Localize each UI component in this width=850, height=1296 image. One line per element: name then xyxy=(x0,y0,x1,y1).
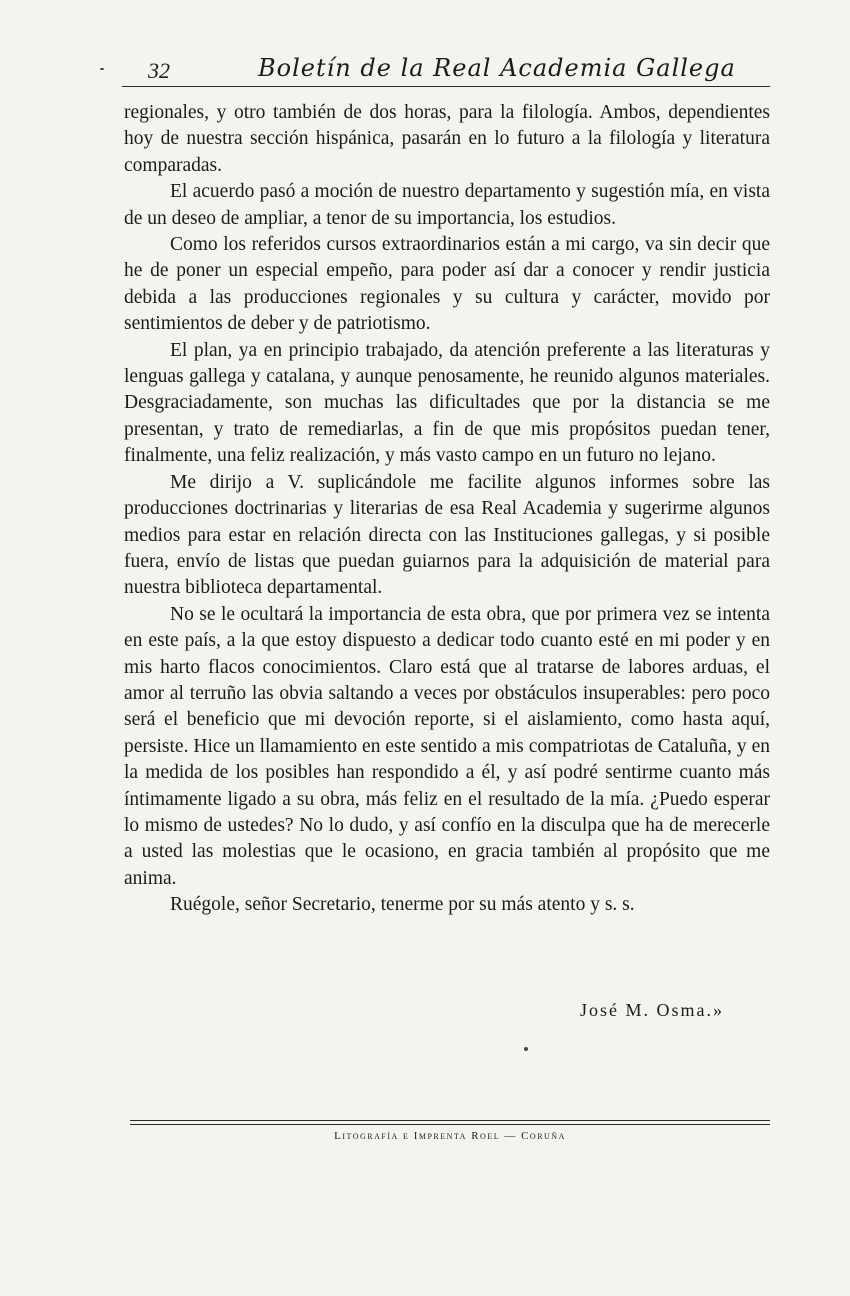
paragraph: regionales, y otro también de dos horas, para la filología. Ambos, dependientes hoy de nuestra sección hispánica, pasarán en lo futuro a la filología y literatura comparadas. xyxy=(124,102,770,176)
paragraph: Me dirijo a V. suplicándole me facilite algunos informes sobre las producciones doctrinarias y literarias de esa Real Academia y sugerirme algunos medios para estar en relación directa con las Instituciones gallegas, y si posible fuera, envío de listas que puedan guiarnos para la adquisición de material para nuestra biblioteca departamental. xyxy=(124,471,770,599)
page-number: 32 xyxy=(148,58,170,83)
footer-rule xyxy=(130,1124,770,1125)
paragraph: Como los referidos cursos extraordinarios están a mi cargo, va sin decir que he de poner un especial empeño, para poder así dar a conocer y rendir justicia debida a las producciones regionales y su cultura y carácter, movido por sentimientos de deber y de patriotismo. xyxy=(124,234,770,335)
letter-body xyxy=(124,100,770,919)
ink-speck xyxy=(100,68,104,70)
running-head: Boletín de la Real Academia Gallega xyxy=(258,54,736,82)
closing-paragraph: Ruégole, señor Secretario, tenerme por su más atento y s. s. xyxy=(170,894,635,916)
paragraph: El acuerdo pasó a moción de nuestro departamento y sugestión mía, en vista de un deseo de ampliar, a tenor de su importancia, los estudios. xyxy=(124,181,770,229)
paragraph: El plan, ya en principio trabajado, da atención preferente a las literaturas y lenguas gallega y catalana, y aunque penosamente, he reunido algunos materiales. Desgraciadamente, son muchas las dificultades que por la distancia se me presentan, y trato de remediarlas, a fin de que mis propósitos puedan tener, finalmente, una feliz realización, y más vasto campo en un futuro no lejano. xyxy=(124,339,770,467)
paragraph: No se le ocultará la importancia de esta obra, que por primera vez se intenta en este país, a la que estoy dispuesto a dedicar todo cuanto esté en mi poder y en mis harto flacos conocimientos. Claro está que al tratarse de labores arduas, el amor al terruño las obvia saltando a veces por obstáculos insuperables: pero poco será el beneficio que mi devoción reporte, si el aislamiento, como hasta aquí, persiste. Hice un llamamiento en este sentido a mis compatriotas de Cataluña, y en la medida de los posibles han respondido a él, y así podré sentirme cuanto más íntimamente ligado a su obra, más feliz en el resultado de la mía. ¿Puedo esperar lo mismo de ustedes? No lo dudo, y así confío en la disculpa que ha de merecerle a usted las molestias que le ocasiono, en gracia también al propósito que me anima. xyxy=(124,603,770,889)
signature: José M. Osma.» xyxy=(580,1000,724,1020)
printer-imprint: Litografía e Imprenta Roel — Coruña xyxy=(334,1130,566,1142)
page-header xyxy=(122,52,770,87)
ink-speck xyxy=(524,1047,528,1051)
footer-rule xyxy=(130,1120,770,1121)
